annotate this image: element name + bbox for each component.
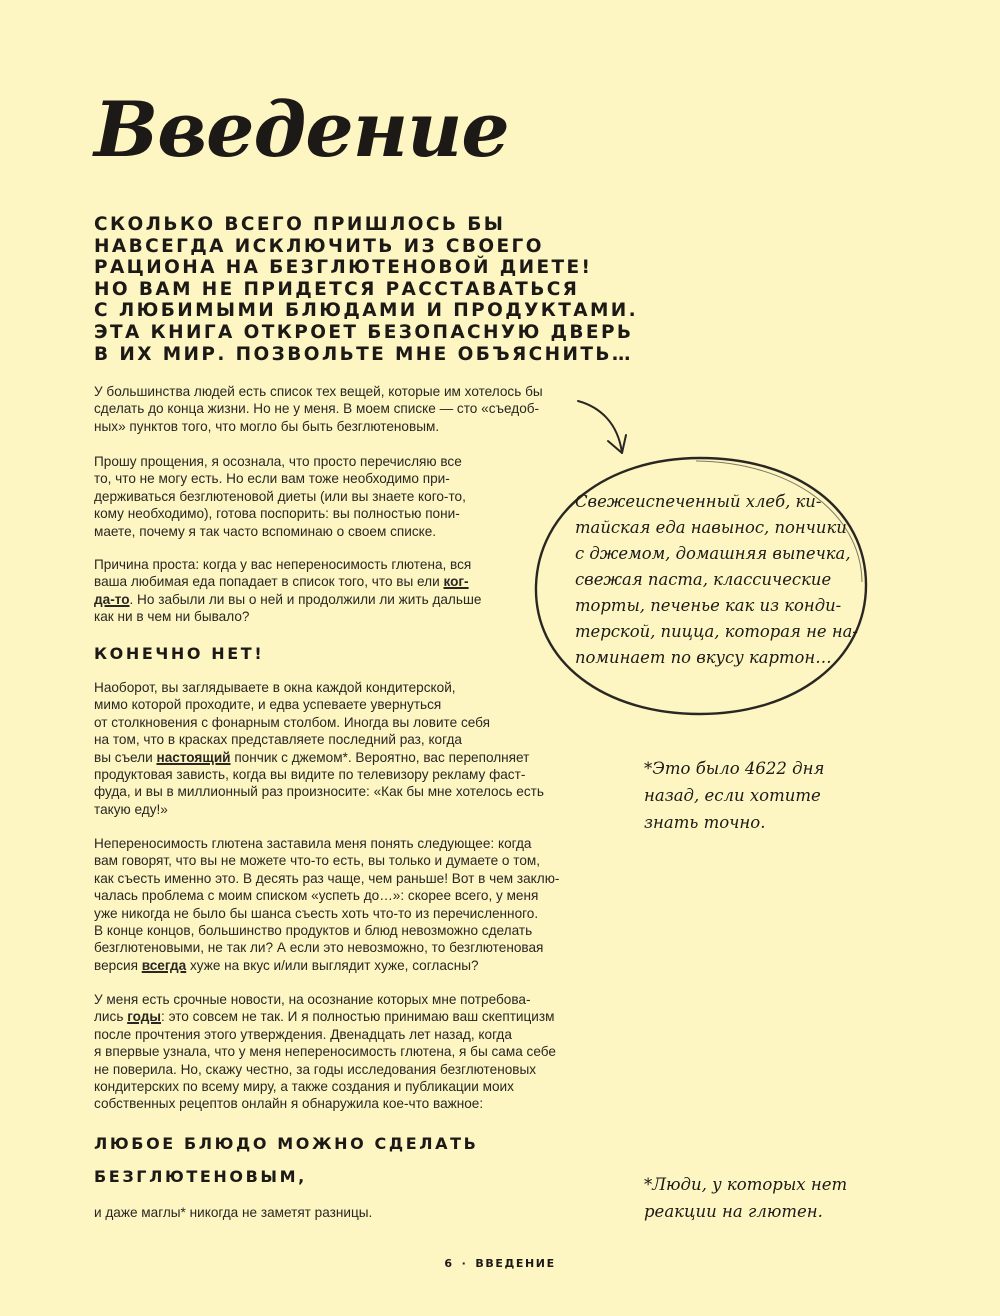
subheading-any-dish: ЛЮБОЕ БЛЮДО МОЖНО СДЕЛАТЬ [94, 1134, 479, 1153]
text-line: на том, что в красках представляете последний раз, когда [94, 732, 462, 748]
text-run: : это совсем не так. И я полностью принимаю ваш скептицизм [161, 1009, 555, 1025]
text-run: версия [94, 957, 142, 973]
text-line: вам говорят, что вы не можете что-то есть, вы только и думаете о том, [94, 853, 541, 869]
bubble-line: тайская еда навынос, пончики [575, 518, 847, 537]
footnote-days [644, 755, 824, 836]
text-line: такую еду!» [94, 801, 168, 817]
text-line: чалась проблема с моим списком «успеть до…»: скорее всего, у меня [94, 888, 539, 904]
bubble-line: свежая паста, классические [575, 570, 832, 589]
bubble-line: с джемом, домашняя выпечка, [575, 544, 851, 563]
text-line [94, 573, 584, 590]
text-line: держиваться безглютеновой диеты (или вы знаете кого-то, [94, 488, 466, 504]
text-line: как съесть именно это. В десять раз чаще, чем раньше! Вот в чем заклю- [94, 870, 560, 886]
text-line: продуктовая зависть, когда вы видите по телевизору рекламу фаст- [94, 767, 526, 783]
text-line: сделать до конца жизни. Но не у меня. В моем списке — сто «съедоб- [94, 401, 540, 417]
text-line: безглютеновыми, не так ли? А если это невозможно, то безглютеновая [94, 940, 544, 956]
bubble-line: Свежеиспеченный хлеб, ки- [575, 492, 822, 511]
closing-line [94, 1204, 584, 1221]
paragraph-3 [94, 556, 584, 626]
bubble-food-list [575, 489, 865, 671]
text-line: Наоборот, вы заглядываете в окна каждой кондитерской, [94, 680, 456, 695]
note-line: реакции на глютен. [644, 1202, 823, 1221]
text-line [94, 1008, 584, 1025]
note-line: знать точно. [644, 813, 766, 832]
text-run: пончик с джемом*. Вероятно, вас переполняет [230, 749, 530, 765]
page-number: 6 [444, 1257, 454, 1270]
note-line: назад, если хотите [644, 786, 821, 805]
lead-line: С ЛЮБИМЫМИ БЛЮДАМИ И ПРОДУКТАМИ. [94, 300, 639, 322]
text-run: . Но забыли ли вы о ней и продолжили ли жить дальше [129, 591, 482, 607]
text-line: уже никогда не было бы шанса съесть хоть что-то из перечисленного. [94, 905, 539, 921]
lead-line: В ИХ МИР. ПОЗВОЛЬТЕ МНЕ ОБЪЯСНИТЬ… [94, 343, 633, 365]
note-line: *Это было 4622 дня [644, 759, 825, 778]
text-line: кому необходимо), готова поспорить: вы полностью пони- [94, 506, 460, 522]
text-line [94, 957, 584, 974]
text-line: после прочтения этого утверждения. Двенадцать лет назад, когда [94, 1026, 512, 1042]
text-line: и даже маглы* никогда не заметят разницы. [94, 1205, 373, 1220]
text-line: фуда, и вы в миллионный раз произносите: «Как бы мне хотелось есть [94, 784, 544, 800]
lead-line: НАВСЕГДА ИСКЛЮЧИТЬ ИЗ СВОЕГО [94, 235, 544, 257]
emphasis-word: годы [127, 1009, 162, 1025]
emphasis-word: настоящий [156, 749, 231, 765]
page-footer [0, 1257, 1000, 1270]
text-line: У большинства людей есть список тех вещей, которые им хотелось бы [94, 384, 543, 399]
bubble-line: торты, печенье как из конди- [575, 596, 842, 615]
note-line: *Люди, у которых нет [644, 1175, 848, 1194]
text-line: Непереносимость глютена заставила меня понять следующее: когда [94, 836, 532, 851]
text-line: не поверила. Но, скажу честно, за годы исследования безглютеновых [94, 1061, 537, 1077]
text-line: Причина проста: когда у вас непереносимость глютена, вся [94, 557, 472, 572]
footer-separator: · [461, 1257, 468, 1270]
lead-line: НО ВАМ НЕ ПРИДЕТСЯ РАССТАВАТЬСЯ [94, 278, 580, 300]
section-name: ВВЕДЕНИЕ [475, 1257, 556, 1270]
text-line: мимо которой проходите, и едва успеваете увернуться [94, 697, 442, 713]
text-line: Прошу прощения, я осознала, что просто перечисляю все [94, 454, 462, 469]
bubble-line: терской, пицца, которая не на- [575, 622, 858, 641]
lead-line: ЭТА КНИГА ОТКРОЕТ БЕЗОПАСНУЮ ДВЕРЬ [94, 321, 634, 343]
text-line: как ни в чем ни бывало? [94, 609, 250, 625]
text-line: я впервые узнала, что у меня непереносимость глютена, я бы сама себе [94, 1044, 556, 1060]
text-line: то, что не могу есть. Но если вам тоже необходимо при- [94, 471, 450, 487]
subheading-gluten-free: БЕЗГЛЮТЕНОВЫМ, [94, 1167, 307, 1186]
text-line: ных» пунктов того, что могло бы быть безглютеновым. [94, 418, 440, 434]
text-line: кондитерских по всему миру, а также создания и публикации моих [94, 1079, 514, 1095]
lead-line: СКОЛЬКО ВСЕГО ПРИШЛОСЬ БЫ [94, 214, 506, 235]
paragraph-6 [94, 991, 584, 1113]
paragraph-1 [94, 383, 584, 435]
text-line: маете, почему я так часто вспоминаю о своем списке. [94, 523, 437, 539]
lead-paragraph [94, 214, 639, 365]
emphasis-word: ког- [443, 574, 469, 590]
footnote-muggles [644, 1171, 847, 1225]
text-run: хуже на вкус и/или выглядит хуже, согласны? [186, 957, 479, 973]
paragraph-4 [94, 679, 584, 818]
text-line: В конце концов, большинство продуктов и блюд невозможно сделать [94, 923, 533, 939]
text-line: собственных рецептов онлайн я обнаружила кое-что важное: [94, 1096, 484, 1112]
text-line [94, 749, 584, 766]
text-run: вы съели [94, 749, 157, 765]
bubble-line: поминает по вкусу картон… [575, 648, 832, 667]
text-line: от столкновения с фонарным столбом. Иногда вы ловите себя [94, 714, 491, 730]
paragraph-2 [94, 453, 584, 540]
subheading-of-course-not: КОНЕЧНО НЕТ! [94, 644, 265, 663]
emphasis-word: всегда [141, 957, 187, 973]
text-line [94, 591, 584, 608]
text-run: ваша любимая еда попадает в список того, что вы ели [94, 574, 444, 590]
lead-line: РАЦИОНА НА БЕЗГЛЮТЕНОВОЙ ДИЕТЕ! [94, 257, 593, 279]
text-run: лись [94, 1009, 128, 1025]
paragraph-5 [94, 835, 584, 974]
text-line: У меня есть срочные новости, на осознание которых мне потребова- [94, 992, 531, 1007]
emphasis-word: да-то [94, 591, 130, 607]
page-title: Введение [94, 85, 509, 174]
